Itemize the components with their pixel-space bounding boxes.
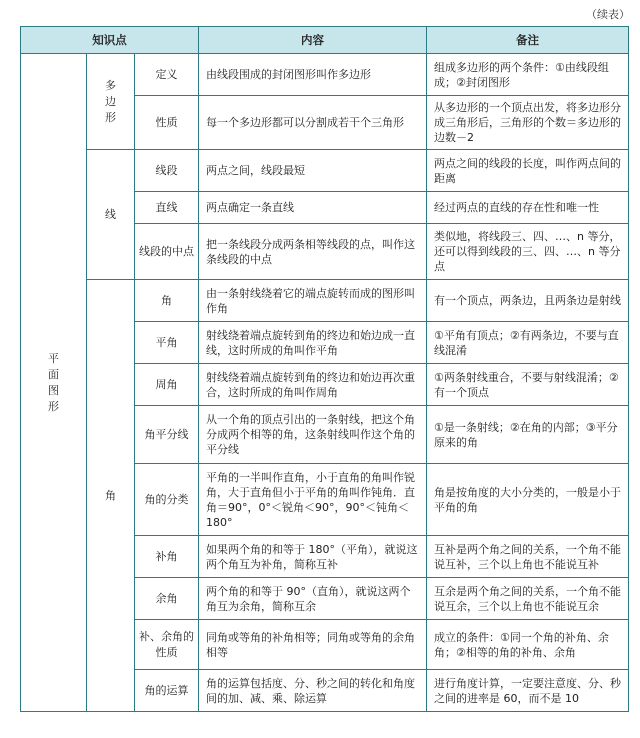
term-cell: 角: [135, 280, 199, 322]
term-cell: 角的分类: [135, 464, 199, 536]
content-cell: 射线绕着端点旋转到角的终边和始边成一直线，这时所成的角叫作平角: [199, 322, 427, 364]
content-cell: 射线绕着端点旋转到角的终边和始边再次重合，这时所成的角叫作周角: [199, 364, 427, 406]
content-cell: 平角的一半叫作直角，小于直角的角叫作锐角，大于直角但小于平角的角叫作钝角．直角＝90°，0°＜锐角＜90°，90°＜钝角＜180°: [199, 464, 427, 536]
remark-cell: 互补是两个角之间的关系，一个角不能说互补，三个以上角也不能说互补: [427, 536, 629, 578]
remark-cell: ①平角有顶点；②有两条边，不要与直线混淆: [427, 322, 629, 364]
content-cell: 从一个角的顶点引出的一条射线，把这个角分成两个相等的角，这条射线叫作这个角的平分线: [199, 406, 427, 464]
term-cell: 余角: [135, 578, 199, 620]
header-remarks: 备注: [427, 27, 629, 54]
remark-cell: 组成多边形的两个条件：①由线段组成；②封闭图形: [427, 54, 629, 96]
table-row: [21, 54, 629, 96]
content-cell: 两个角的和等于 90°（直角），就说这两个角互为余角，简称互余: [199, 578, 427, 620]
group-angle: 角: [87, 280, 135, 712]
content-cell: 由一条射线绕着它的端点旋转而成的图形叫作角: [199, 280, 427, 322]
table-header-row: [21, 27, 629, 54]
remark-cell: ①是一条射线；②在角的内部；③平分原来的角: [427, 406, 629, 464]
content-cell: 两点之间，线段最短: [199, 150, 427, 192]
term-cell: 线段: [135, 150, 199, 192]
content-cell: 如果两个角的和等于 180°（平角），就说这两个角互为补角，简称互补: [199, 536, 427, 578]
term-cell: 定义: [135, 54, 199, 96]
group-polygon: 多 边 形: [87, 54, 135, 150]
group-plane-figure: 平 面 图 形: [21, 54, 87, 712]
term-cell: 补角: [135, 536, 199, 578]
knowledge-table: [20, 26, 629, 712]
remark-cell: 两点之间的线段的长度，叫作两点间的距离: [427, 150, 629, 192]
remark-cell: 角是按角度的大小分类的，一般是小于平角的角: [427, 464, 629, 536]
term-cell: 周角: [135, 364, 199, 406]
content-cell: 每一个多边形都可以分割成若干个三角形: [199, 96, 427, 150]
remark-cell: 从多边形的一个顶点出发，将多边形分成三角形后，三角形的个数＝多边形的边数－2: [427, 96, 629, 150]
term-cell: 平角: [135, 322, 199, 364]
remark-cell: 有一个顶点，两条边，且两条边是射线: [427, 280, 629, 322]
term-cell: 直线: [135, 192, 199, 224]
header-content: 内容: [199, 27, 427, 54]
content-cell: 同角或等角的补角相等；同角或等角的余角相等: [199, 620, 427, 670]
remark-cell: 互余是两个角之间的关系，一个角不能说互余，三个以上角也不能说互余: [427, 578, 629, 620]
remark-cell: 进行角度计算，一定要注意度、分、秒之间的进率是 60，而不是 10: [427, 670, 629, 712]
remark-cell: ①两条射线重合，不要与射线混淆；②有一个顶点: [427, 364, 629, 406]
group-line: 线: [87, 150, 135, 280]
content-cell: 由线段围成的封闭图形叫作多边形: [199, 54, 427, 96]
header-knowledge: 知识点: [21, 27, 199, 54]
content-cell: 把一条线段分成两条相等线段的点，叫作这条线段的中点: [199, 224, 427, 280]
remark-cell: 成立的条件：①同一个角的补角、余角；②相等的角的补角、余角: [427, 620, 629, 670]
table-row: [21, 150, 629, 192]
content-cell: 角的运算包括度、分、秒之间的转化和角度间的加、减、乘、除运算: [199, 670, 427, 712]
term-cell: 性质: [135, 96, 199, 150]
remark-cell: 经过两点的直线的存在性和唯一性: [427, 192, 629, 224]
term-cell: 角的运算: [135, 670, 199, 712]
term-cell: 角平分线: [135, 406, 199, 464]
remark-cell: 类似地，将线段三、四、…、n 等分，还可以得到线段的三、四、…、n 等分点: [427, 224, 629, 280]
term-cell: 线段的中点: [135, 224, 199, 280]
content-cell: 两点确定一条直线: [199, 192, 427, 224]
continued-label: （续表）: [586, 8, 630, 21]
term-cell: 补、余角的性质: [135, 620, 199, 670]
table-row: [21, 280, 629, 322]
